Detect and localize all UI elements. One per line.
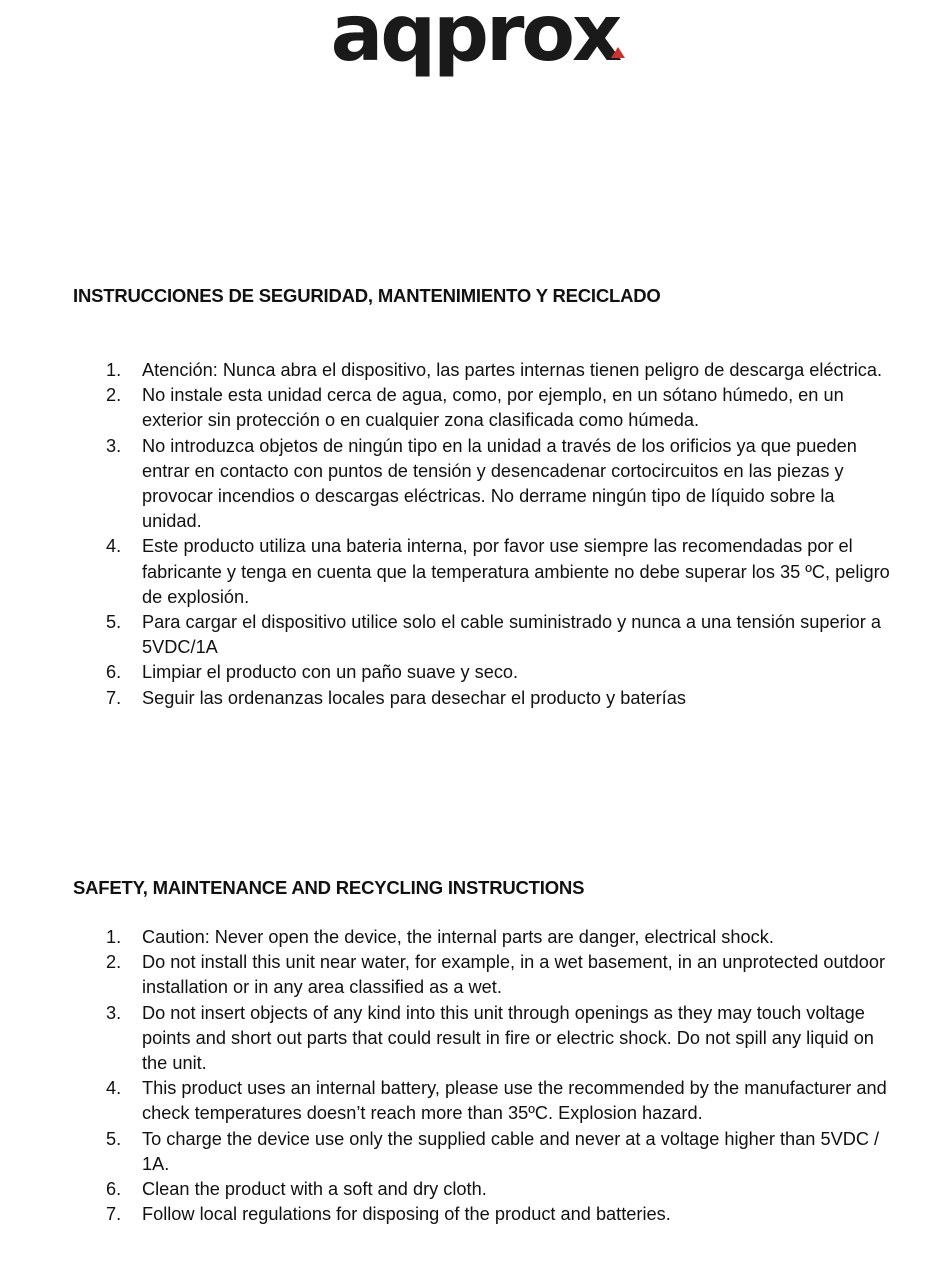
item-number: 2. — [106, 385, 122, 406]
list-item — [106, 686, 896, 711]
item-number: 1. — [106, 360, 122, 380]
item-text: Do not insert objects of any kind into this unit through openings as they may touch voltage points and short out parts that could result in fire or electric shock. Do not spill any liquid on the unit. — [142, 1002, 874, 1074]
item-number: 5. — [106, 1128, 122, 1149]
item-text: No introduzca objetos de ningún tipo en la unidad a través de los orificios ya que pueden entrar en contacto con puntos de tensión y desencadenar cortocircuitos en las piezas y provocar incendios o descargas eléctricas. No derrame ningún tipo de líquido sobre la unidad. — [142, 435, 857, 532]
list-item — [106, 610, 896, 660]
item-text: No instale esta unidad cerca de agua, como, por ejemplo, en un sótano húmedo, en un exterior sin protección o en cualquier zona clasificada como húmeda. — [142, 385, 844, 431]
item-text: Limpiar el producto con un paño suave y seco. — [142, 662, 519, 683]
item-text: Atención: Nunca abra el dispositivo, las partes internas tienen peligro de descarga eléctrica. — [142, 360, 883, 380]
item-number: 2. — [106, 952, 122, 973]
heading-en: SAFETY, MAINTENANCE AND RECYCLING INSTRUCTIONS — [73, 877, 585, 898]
item-text: Seguir las ordenanzas locales para desechar el producto y baterías — [142, 687, 686, 708]
logo-wrap — [330, 0, 620, 79]
item-number: 6. — [106, 662, 122, 683]
item-text: Follow local regulations for disposing of the product and batteries. — [142, 1204, 671, 1225]
list-item — [106, 1127, 896, 1177]
instructions-list-en — [106, 925, 896, 1227]
item-number: 7. — [106, 1204, 122, 1225]
logo-text: aqprox — [330, 0, 620, 79]
logo-accent-triangle-icon — [611, 47, 625, 58]
list-item — [106, 925, 896, 950]
item-number: 1. — [106, 927, 122, 947]
item-number: 4. — [106, 1078, 122, 1099]
item-text: To charge the device use only the supplied cable and never at a voltage higher than 5VDC / 1A. — [142, 1128, 880, 1174]
item-text: Clean the product with a soft and dry cloth. — [142, 1179, 487, 1200]
item-text: Caution: Never open the device, the internal parts are danger, electrical shock. — [142, 927, 774, 947]
item-number: 3. — [106, 1002, 122, 1023]
item-text: Este producto utiliza una bateria interna, por favor use siempre las recomendadas por el fabricante y tenga en cuenta que la temperatura ambiente no debe superar los 35 ºC, peligro de explosión. — [142, 536, 890, 607]
instructions-list-es — [106, 358, 896, 711]
item-number: 5. — [106, 612, 122, 633]
list-item — [106, 1001, 896, 1077]
list-item — [106, 383, 896, 433]
list-item — [106, 534, 896, 610]
item-number: 4. — [106, 536, 122, 557]
brand-logo — [0, 0, 950, 79]
list-item — [106, 1202, 896, 1227]
item-number: 6. — [106, 1179, 122, 1200]
item-text: Do not install this unit near water, for example, in a wet basement, in an unprotected outdoor installation or in any area classified as a wet. — [142, 952, 886, 998]
list-item — [106, 950, 896, 1000]
item-text: This product uses an internal battery, please use the recommended by the manufacturer and check temperatures doesn’t reach more than 35ºC. Explosion hazard. — [142, 1078, 887, 1124]
item-text: Para cargar el dispositivo utilice solo el cable suministrado y nunca a una tensión superior a 5VDC/1A — [142, 612, 882, 658]
item-number: 7. — [106, 687, 122, 708]
list-item — [106, 1177, 896, 1202]
list-item — [106, 358, 896, 383]
heading-es: INSTRUCCIONES DE SEGURIDAD, MANTENIMIENTO Y RECICLADO — [73, 285, 661, 306]
item-number: 3. — [106, 435, 122, 456]
list-item — [106, 1076, 896, 1126]
list-item — [106, 434, 896, 535]
list-item — [106, 660, 896, 685]
